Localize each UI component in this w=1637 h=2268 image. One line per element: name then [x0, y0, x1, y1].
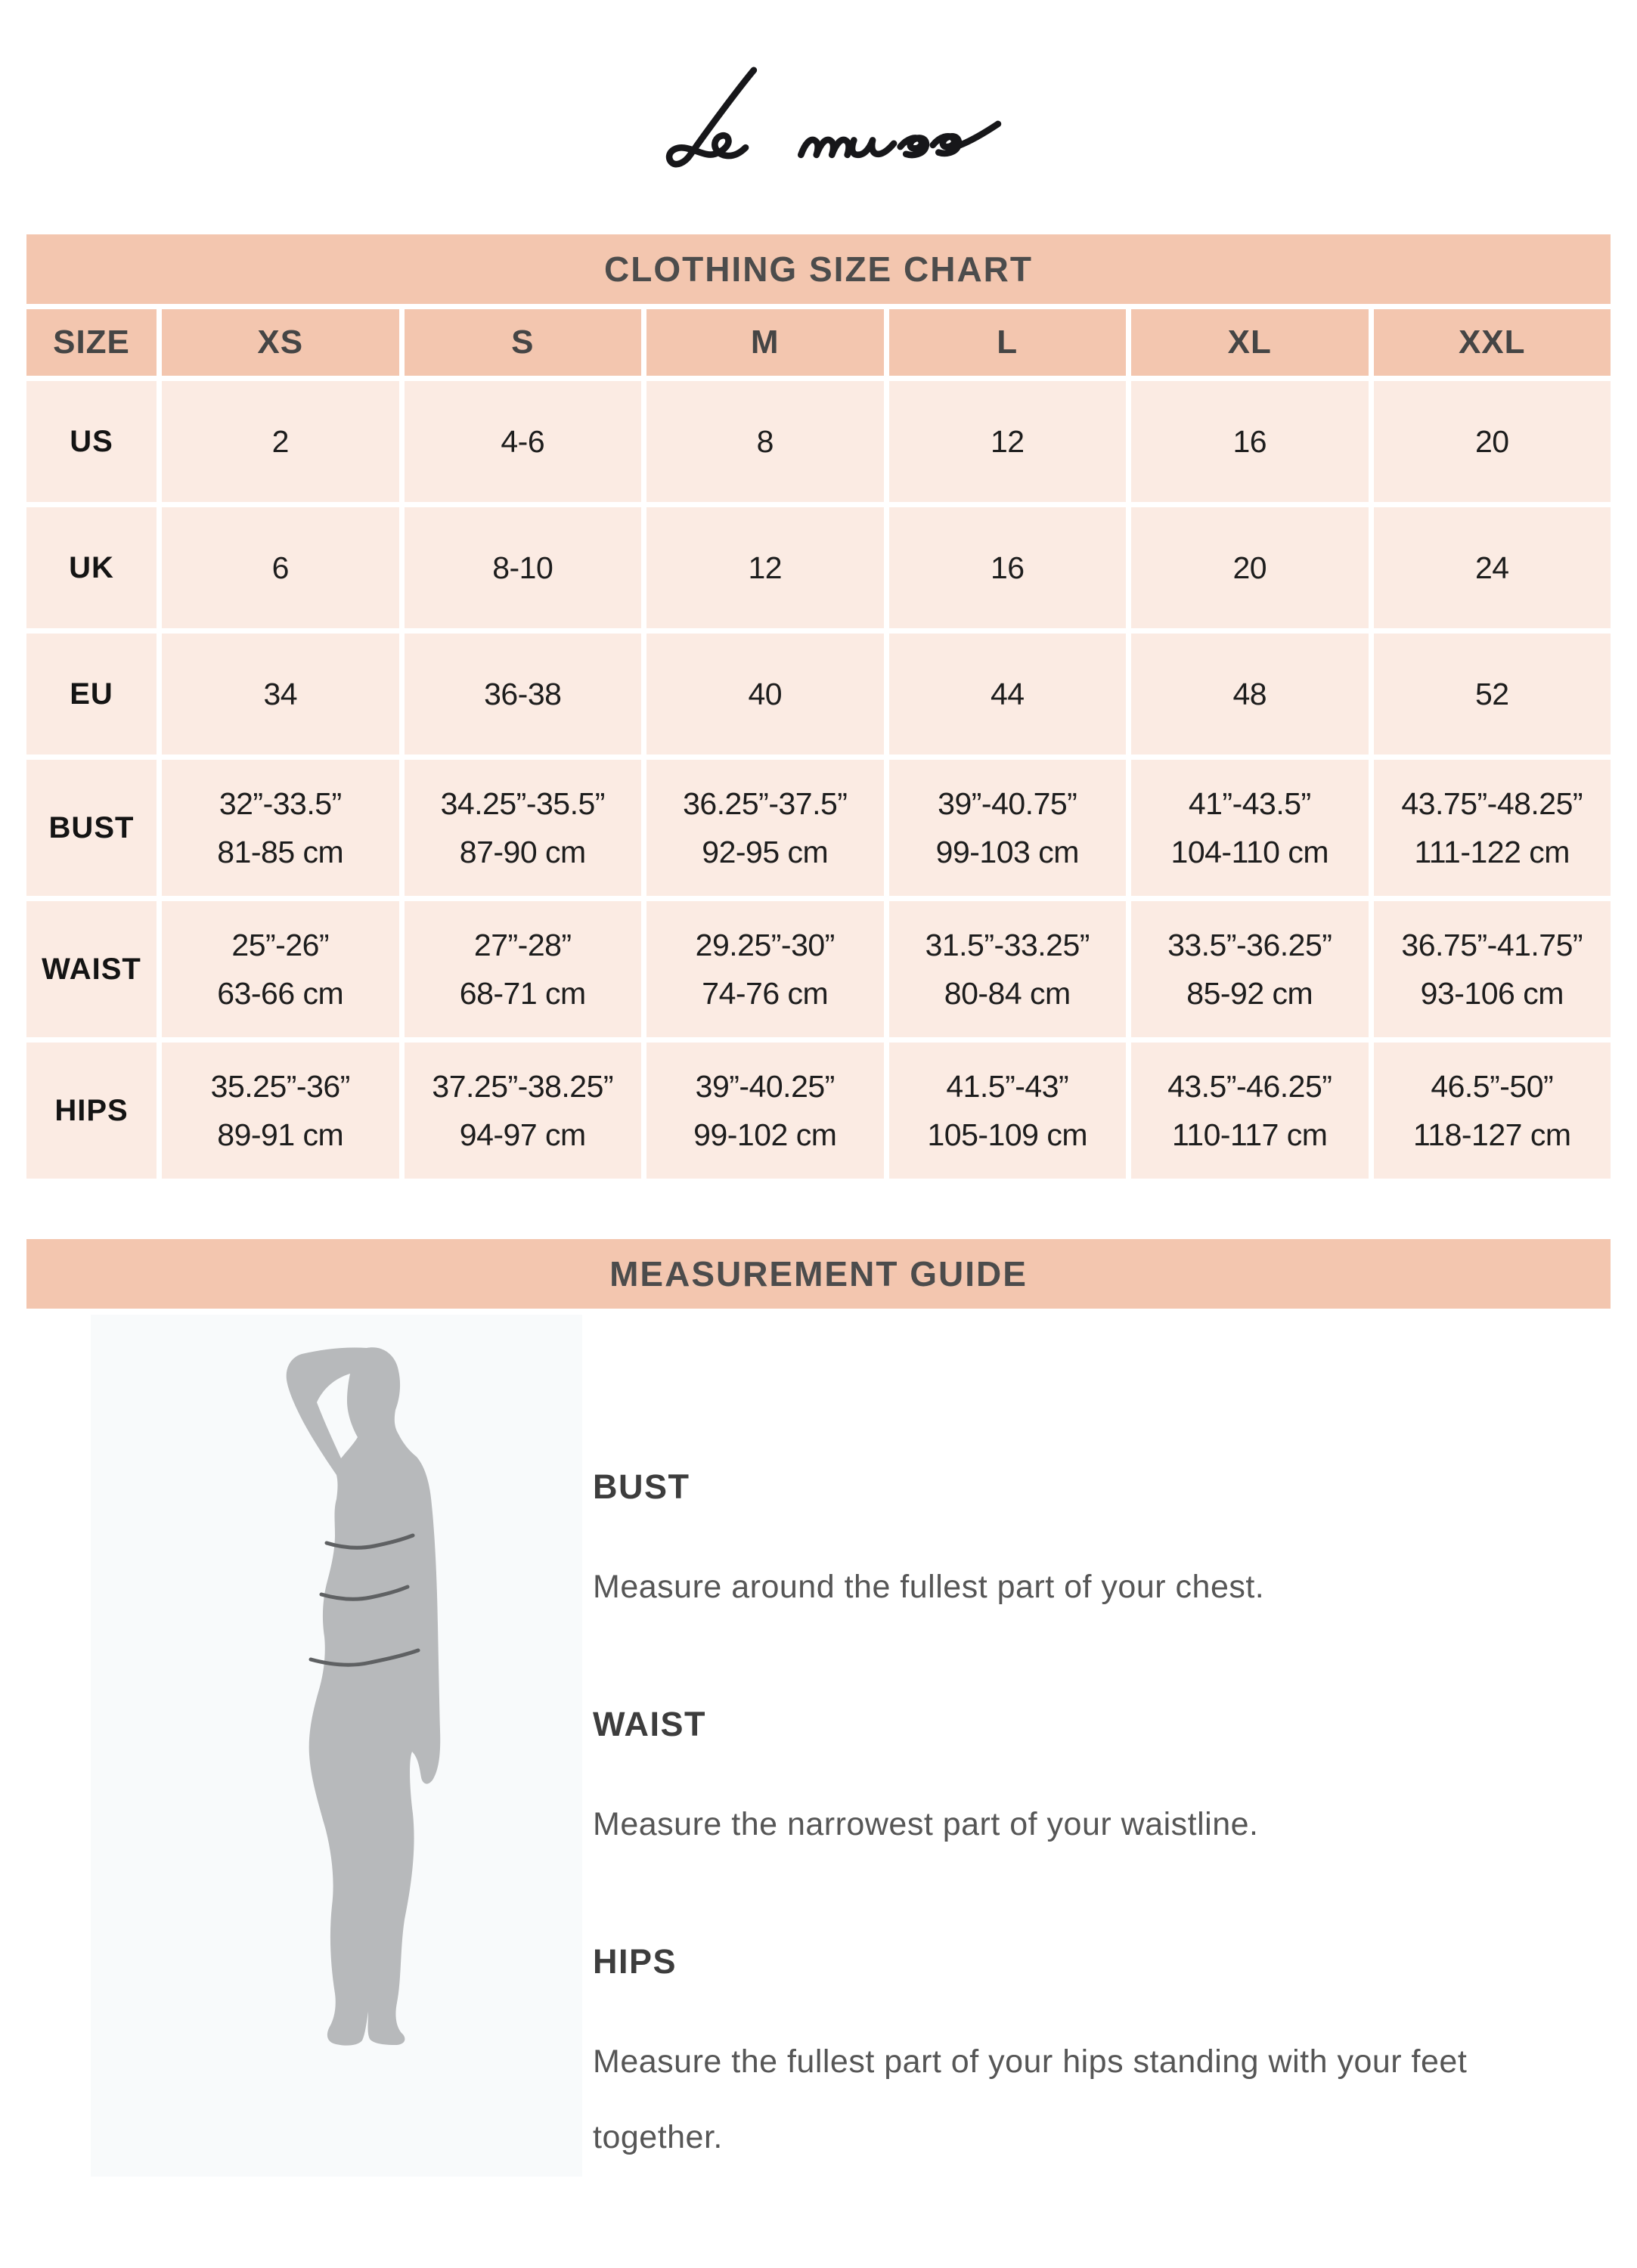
table-cell: 40 [646, 634, 884, 754]
row-label-waist: WAIST [26, 901, 157, 1037]
col-header-size: SIZE [26, 309, 157, 376]
chart-title-banner [26, 234, 1611, 304]
figure-illustration-card [91, 1315, 582, 2177]
table-cell: 43.5”-46.25” 110-117 cm [1131, 1043, 1369, 1179]
guide-entry-description: Measure the narrowest part of your waistline. [593, 1806, 1259, 1842]
table-cell: 36.25”-37.5” 92-95 cm [646, 760, 884, 896]
table-cell: 37.25”-38.25” 94-97 cm [405, 1043, 642, 1179]
table-cell: 8-10 [405, 507, 642, 628]
table-cell: 34 [162, 634, 399, 754]
le-muse-logo-drawing [607, 49, 1031, 200]
table-cell: 39”-40.75” 99-103 cm [889, 760, 1127, 896]
row-label-us: US [26, 381, 157, 502]
table-cell: 46.5”-50” 118-127 cm [1374, 1043, 1611, 1179]
clothing-size-chart [26, 234, 1611, 1179]
brand-logo [0, 0, 1637, 208]
guide-entry-waist [593, 1705, 1515, 1862]
table-cell: 6 [162, 507, 399, 628]
guide-entry-label: BUST [593, 1467, 690, 1506]
table-cell: 16 [1131, 381, 1369, 502]
row-label-bust: BUST [26, 760, 157, 896]
table-cell: 41.5”-43” 105-109 cm [889, 1043, 1127, 1179]
guide-entry-label: HIPS [593, 1942, 677, 1981]
table-cell: 39”-40.25” 99-102 cm [646, 1043, 884, 1179]
table-cell: 52 [1374, 634, 1611, 754]
female-figure-silhouette [253, 1337, 450, 2048]
col-header-xxl: XXL [1374, 309, 1611, 376]
table-cell: 20 [1131, 507, 1369, 628]
guide-entry-label: WAIST [593, 1705, 706, 1743]
row-label-uk: UK [26, 507, 157, 628]
guide-instructions [593, 1309, 1515, 2255]
col-header-m: M [646, 309, 884, 376]
guide-title: MEASUREMENT GUIDE [609, 1254, 1028, 1294]
table-cell: 35.25”-36” 89-91 cm [162, 1043, 399, 1179]
table-cell: 33.5”-36.25” 85-92 cm [1131, 901, 1369, 1037]
row-label-hips: HIPS [26, 1043, 157, 1179]
table-cell: 12 [889, 381, 1127, 502]
table-cell: 25”-26” 63-66 cm [162, 901, 399, 1037]
measurement-guide-body [26, 1309, 1611, 2255]
table-cell: 2 [162, 381, 399, 502]
logo-stroke-muse [801, 124, 998, 155]
table-cell: 20 [1374, 381, 1611, 502]
col-header-xs: XS [162, 309, 399, 376]
guide-entry-hips [593, 1942, 1515, 2175]
table-cell: 24 [1374, 507, 1611, 628]
table-cell: 32”-33.5” 81-85 cm [162, 760, 399, 896]
guide-entry-description: Measure the fullest part of your hips standing with your feet together. [593, 2043, 1468, 2155]
table-cell: 4-6 [405, 381, 642, 502]
table-cell: 27”-28” 68-71 cm [405, 901, 642, 1037]
logo-stroke-le [669, 70, 754, 164]
col-header-s: S [405, 309, 642, 376]
size-table [26, 309, 1611, 1179]
table-cell: 12 [646, 507, 884, 628]
table-cell: 43.75”-48.25” 111-122 cm [1374, 760, 1611, 896]
table-cell: 44 [889, 634, 1127, 754]
table-cell: 34.25”-35.5” 87-90 cm [405, 760, 642, 896]
col-header-l: L [889, 309, 1127, 376]
col-header-xl: XL [1131, 309, 1369, 376]
table-cell: 31.5”-33.25” 80-84 cm [889, 901, 1127, 1037]
chart-title: CLOTHING SIZE CHART [604, 249, 1033, 289]
table-cell: 36-38 [405, 634, 642, 754]
guide-entry-description: Measure around the fullest part of your chest. [593, 1569, 1265, 1605]
table-cell: 48 [1131, 634, 1369, 754]
table-cell: 16 [889, 507, 1127, 628]
silhouette-body [287, 1347, 441, 2045]
guide-entry-bust [593, 1467, 1515, 1625]
guide-title-banner [26, 1239, 1611, 1309]
table-cell: 8 [646, 381, 884, 502]
table-cell: 36.75”-41.75” 93-106 cm [1374, 901, 1611, 1037]
table-cell: 41”-43.5” 104-110 cm [1131, 760, 1369, 896]
measurement-guide-section [26, 1239, 1611, 1309]
row-label-eu: EU [26, 634, 157, 754]
table-cell: 29.25”-30” 74-76 cm [646, 901, 884, 1037]
